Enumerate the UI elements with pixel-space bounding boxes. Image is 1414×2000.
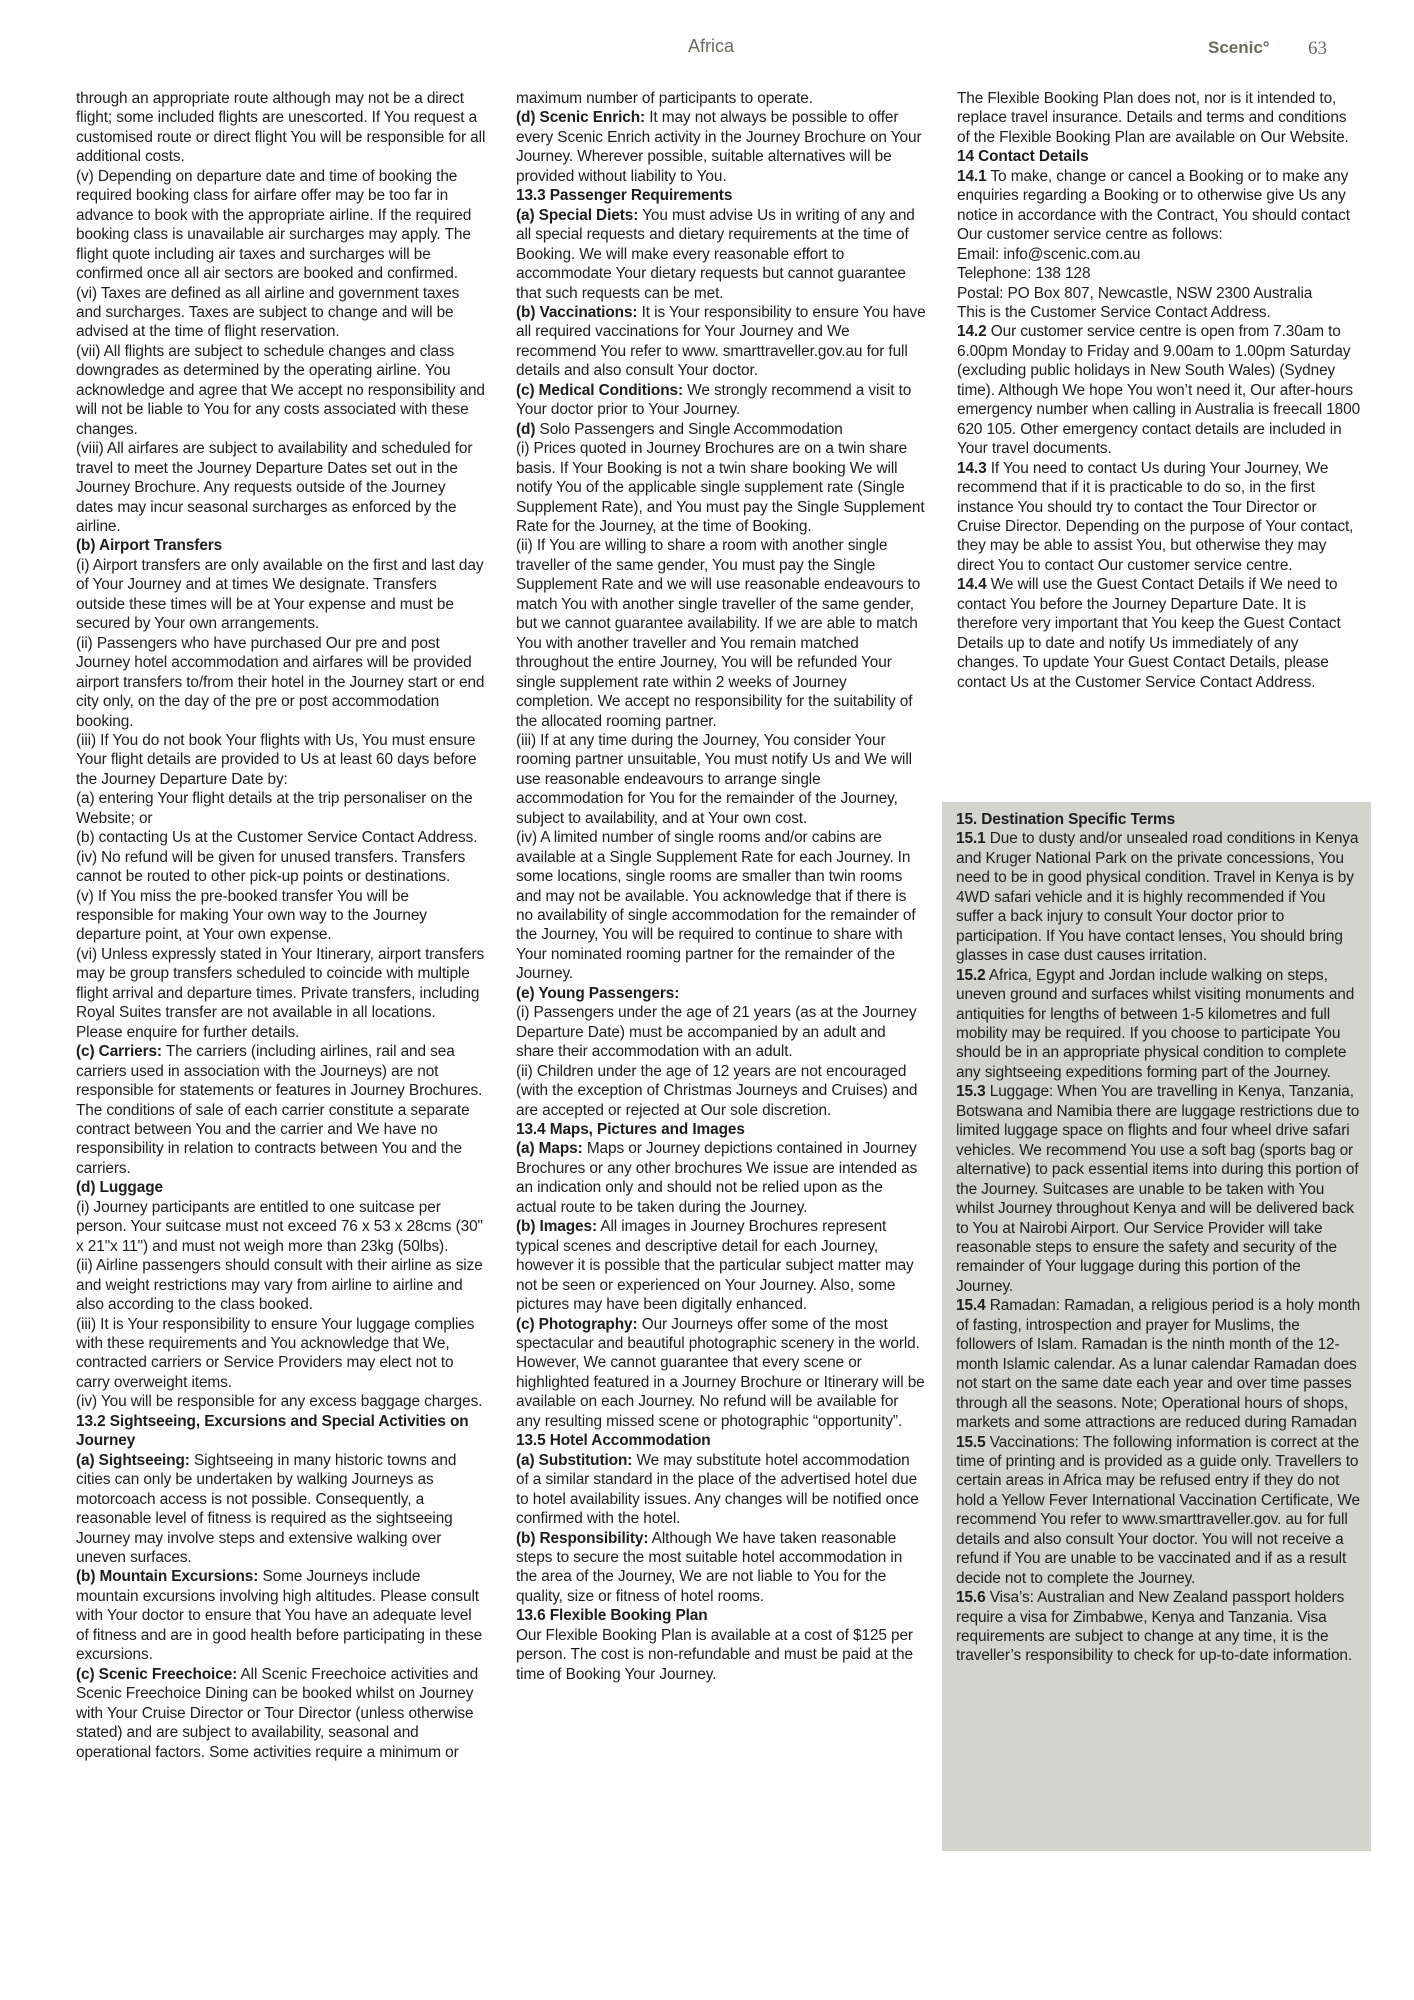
paragraph-lead: (c) Scenic Freechoice: [76, 1665, 238, 1683]
terms-paragraph [76, 284, 486, 342]
paragraph-lead: 15.4 [956, 1297, 986, 1315]
section-heading: 13.2 Sightseeing, Excursions and Special Activities on Journey [76, 1412, 469, 1450]
terms-paragraph [516, 420, 926, 439]
terms-paragraph [516, 108, 926, 186]
section-heading: (b) Airport Transfers [76, 537, 223, 555]
paragraph-text: The carriers (including airlines, rail and sea carriers used in association with the Journeys) are not responsible for statements or features in Journey Brochures. The conditions of sale of each carrier constitute a separate contract between You and the carrier and We have no responsibility in relation to contracts between You and the carriers. [76, 1043, 483, 1177]
terms-paragraph [76, 439, 486, 536]
paragraph-text: Luggage: When You are travelling in Kenya, Tanzania, Botswana and Namibia there are luggage restrictions due to limited luggage space on flights and four wheel drive safari vehicles. We recommend You use a soft bag (sports bag or alternative) to pack essential items into during this portion of the Journey. Suitcases are unable to be taken with You whilst Journey throughout Kenya and will be delivered back to You at Nairobi Airport. Our Service Provider will take reasonable steps to ensure the safety and security of the remainder of Your luggage during this portion of the Journey. [956, 1083, 1360, 1295]
paragraph-text: (viii) All airfares are subject to availability and scheduled for travel to meet the Journey Departure Dates set out in the Journey Brochure. Any requests outside of the Journey dates may incur seasonal surcharges as enforced by the airline. [76, 440, 473, 535]
terms-paragraph [76, 848, 486, 887]
terms-paragraph [516, 536, 926, 731]
terms-paragraph [516, 1431, 926, 1450]
terms-paragraph [76, 1178, 486, 1197]
paragraph-lead: (b) Responsibility: [516, 1529, 649, 1547]
paragraph-text: Solo Passengers and Single Accommodation [535, 420, 843, 438]
paragraph-text: (i) Prices quoted in Journey Brochures are on a twin share basis. If Your Booking is not a twin share booking We will notify You of the applicable single supplement rate (Single Supplement Rate), and You must pay the Single Supplement Rate for the Journey, at the time of Booking. [516, 440, 925, 535]
terms-paragraph [957, 245, 1362, 264]
terms-paragraph [516, 381, 926, 420]
section-heading: 15. Destination Specific Terms [956, 811, 1176, 828]
terms-paragraph [516, 206, 926, 303]
paragraph-text: (iii) If You do not book Your flights with Us, You must ensure Your flight details are provided to Us at least 60 days before the Journey Departure Date by: [76, 731, 477, 788]
terms-paragraph [956, 1433, 1361, 1589]
terms-paragraph [516, 1451, 926, 1529]
terms-paragraph [956, 1588, 1361, 1666]
section-heading: 13.4 Maps, Pictures and Images [516, 1121, 745, 1139]
paragraph-text: Although We have taken reasonable steps to secure the most suitable hotel accommodation in the area of the Journey, We are not liable to You for the quality, size or fitness of hotel rooms. [516, 1529, 903, 1605]
terms-paragraph [76, 945, 486, 1042]
paragraph-text: It is Your responsibility to ensure You have all required vaccinations for Your Journey and We recommend You refer to www. smarttraveller.gov.au for full details and also consult Your doctor. [516, 303, 926, 380]
terms-paragraph [76, 89, 486, 167]
paragraph-text: Vaccinations: The following information is correct at the time of printing and is provided as a guide only. Travellers to certain areas in Africa may be refused entry if they do not hold a Yellow Fever International Vaccination Certificate, We recommend You refer to www.smarttraveller.gov. au for full details and also consult Your doctor. You will not receive a refund if You are unable to be vaccinated and if as a result decide not to complete the Journey. [956, 1433, 1360, 1587]
terms-paragraph [516, 186, 926, 205]
terms-paragraph [76, 1198, 486, 1256]
paragraph-text: Email: info@scenic.com.au [957, 245, 1141, 263]
section-heading: 14 Contact Details [957, 148, 1089, 166]
terms-paragraph [76, 536, 486, 555]
paragraph-text: We will use the Guest Contact Details if We need to contact You before the Journey Departure Date. It is therefore very important that You keep the Guest Contact Details up to date and notify Us immediately of any changes. To update Your Guest Contact Details, please contact Us at the Customer Service Contact Address. [957, 576, 1341, 691]
paragraph-lead: 14.2 [957, 323, 987, 341]
paragraph-text: (ii) If You are willing to share a room with another single traveller of the same gender, You must pay the Single Supplement Rate and we will use reasonable endeavours to match You with another single traveller of the same gender, but we cannot guarantee availability. If we are able to match You with another traveller and You remain matched throughout the entire Journey, You will be refunded Your single supplement rate within 2 weeks of Journey completion. We accept no responsibility for the suitability of the allocated rooming partner. [516, 537, 921, 730]
terms-paragraph [76, 342, 486, 439]
terms-paragraph [516, 89, 926, 108]
terms-paragraph [76, 1665, 486, 1762]
paragraph-text: (vi) Taxes are defined as all airline and government taxes and surcharges. Taxes are subject to change and will be advised at the time of flight reservation. [76, 284, 460, 341]
terms-paragraph [76, 887, 486, 945]
terms-paragraph [516, 984, 926, 1003]
terms-paragraph [956, 810, 1361, 829]
paragraph-lead: 15.5 [956, 1433, 986, 1451]
terms-paragraph [957, 89, 1362, 147]
paragraph-text: (a) entering Your flight details at the trip personaliser on the Website; or [76, 790, 473, 827]
paragraph-text: You must advise Us in writing of any and all special requests and dietary requirements at the time of Booking. We will make every reasonable effort to accommodate Your dietary requests but cannot guarantee that such requests can be met. [516, 206, 915, 302]
paragraph-text: maximum number of participants to operate. [516, 90, 813, 107]
paragraph-lead: (b) Images: [516, 1218, 597, 1236]
terms-paragraph [76, 1567, 486, 1664]
terms-paragraph [516, 1003, 926, 1061]
terms-paragraph [516, 1120, 926, 1139]
terms-paragraph [76, 1315, 486, 1393]
terms-paragraph [516, 1606, 926, 1625]
paragraph-text: Some Journeys include mountain excursions involving high altitudes. Please consult with Your doctor to ensure that You have an adequate level of fitness and are in good health before participating in these excursions. [76, 1568, 483, 1664]
terms-paragraph [76, 167, 486, 284]
paragraph-text: Ramadan: Ramadan, a religious period is a holy month of fasting, introspection and prayer for Muslims, the followers of Islam. Ramadan is the ninth month of the 12-month Islamic calendar. As a lunar calendar Ramadan does not start on the same date each year and over time passes through all the seasons. Note; Operational hours of shops, markets and some attractions are reduced during Ramadan [956, 1297, 1361, 1432]
section-heading: (e) Young Passengers: [516, 984, 680, 1002]
paragraph-lead: (b) Mountain Excursions: [76, 1568, 259, 1586]
terms-paragraph [957, 167, 1362, 245]
terms-paragraph [516, 1062, 926, 1120]
running-header-section: Africa [688, 36, 735, 56]
paragraph-text: (vii) All flights are subject to schedule changes and class downgrades as determined by the operating airline. You acknowledge and agree that We accept no responsibility and will not be liable to You for any costs associated with these changes. [76, 342, 485, 438]
section-heading: 13.6 Flexible Booking Plan [516, 1607, 708, 1625]
paragraph-lead: 14.1 [957, 167, 987, 185]
paragraph-lead: (c) Medical Conditions: [516, 381, 683, 399]
terms-paragraph [516, 303, 926, 381]
terms-paragraph [516, 731, 926, 828]
terms-paragraph [76, 731, 486, 789]
terms-paragraph [957, 147, 1362, 166]
paragraph-text: All Scenic Freechoice activities and Scenic Freechoice Dining can be booked whilst on Journey with Your Cruise Director or Tour Director (unless otherwise stated) and are subject to availability, seasonal and operational factors. Some activities require a minimum or [76, 1665, 479, 1761]
terms-paragraph [956, 829, 1361, 965]
paragraph-lead: (d) [516, 420, 536, 438]
paragraph-lead: (c) Photography: [516, 1315, 638, 1333]
terms-paragraph [957, 322, 1362, 458]
terms-paragraph [516, 828, 926, 984]
paragraph-text: (ii) Children under the age of 12 years are not encouraged (with the exception of Christmas Journeys and Cruises) and are accepted or rejected at Our sole discretion. [516, 1062, 918, 1119]
terms-paragraph [76, 1042, 486, 1178]
paragraph-text: (iv) You will be responsible for any excess baggage charges. [76, 1393, 483, 1411]
section-heading: (d) Luggage [76, 1179, 163, 1197]
paragraph-text: If You need to contact Us during Your Journey, We recommend that if it is practicable to do so, in the first instance You should try to contact the Tour Director or Cruise Director. Depending on the purpose of Your contact, they may be able to assist You, but otherwise they may direct You to contact Our customer service centre. [957, 459, 1354, 574]
paragraph-text: (iv) No refund will be given for unused transfers. Transfers cannot be routed to other pick-up points or destinations. [76, 848, 466, 886]
paragraph-text: Postal: PO Box 807, Newcastle, NSW 2300 Australia [957, 284, 1313, 302]
section-heading: 13.3 Passenger Requirements [516, 187, 733, 205]
paragraph-lead: (a) Maps: [516, 1140, 583, 1158]
terms-paragraph [956, 1082, 1361, 1296]
terms-paragraph [957, 459, 1362, 576]
paragraph-text: All images in Journey Brochures represent typical scenes and descriptive detail for each Journey, however it is possible that the particular subject matter may not be seen or experienced on Your Journey. Also, some pictures may have been digitally enhanced. [516, 1218, 914, 1314]
paragraph-text: through an appropriate route although may not be a direct flight; some included flights are unescorted. If You request a customised route or direct flight You will be responsible for all additional costs. [76, 90, 486, 166]
terms-paragraph [76, 1451, 486, 1568]
paragraph-lead: 15.3 [956, 1083, 986, 1101]
terms-paragraph [957, 264, 1362, 283]
terms-paragraph [956, 1296, 1361, 1432]
paragraph-text: (v) If You miss the pre-booked transfer You will be responsible for making Your own way to the Journey departure point, at Your own expense. [76, 887, 427, 944]
paragraph-lead: (a) Substitution: [516, 1451, 633, 1469]
paragraph-lead: (b) Vaccinations: [516, 303, 638, 321]
terms-paragraph [516, 1529, 926, 1607]
section-heading: 13.5 Hotel Accommodation [516, 1432, 711, 1450]
paragraph-text: (i) Airport transfers are only available on the first and last day of Your Journey and at times We designate. Transfers outside these times will be at Your expense and must be secured by Your own arrangements. [76, 556, 484, 633]
paragraph-text: We strongly recommend a visit to Your doctor prior to Your Journey. [516, 381, 912, 419]
paragraph-text: (i) Passengers under the age of 21 years (as at the Journey Departure Date) must be accompanied by an adult and share their accommodation with an adult. [516, 1004, 917, 1061]
paragraph-text: (iv) A limited number of single rooms and/or cabins are available at a Single Supplement Rate for each Journey. In some locations, single rooms are smaller than twin rooms and may not be available. You acknowledge that if there is no availability of single accommodation for the remainder of the Journey, You will be required to continue to share with Your nominated rooming partner for the remainder of the Journey. [516, 829, 916, 983]
paragraph-text: Our customer service centre is open from 7.30am to 6.00pm Monday to Friday and 9.00am to 1.00pm Saturday (excluding public holidays in New South Wales) (Sydney time). Although We hope You won’t need it, Our after-hours emergency number when calling in Australia is freecall 1800 620 105. Other emergency contact details are included in Your travel documents. [957, 323, 1361, 458]
paragraph-text: Telephone: 138 128 [957, 265, 1091, 283]
paragraph-lead: (a) Sightseeing: [76, 1451, 190, 1469]
terms-paragraph [516, 1217, 926, 1314]
paragraph-text: (v) Depending on departure date and time of booking the required booking class for airfare offer may be too far in advance to book with the appropriate airline. If the required booking class is unavailable air surcharges may apply. The flight quote including air taxes and surcharges will be confirmed once all air sectors are booked and confirmed. [76, 167, 472, 283]
terms-paragraph [957, 303, 1362, 322]
paragraph-lead: 14.4 [957, 576, 987, 594]
terms-paragraph [516, 439, 926, 536]
terms-paragraph [76, 828, 486, 847]
terms-paragraph [76, 1256, 486, 1314]
paragraph-lead: (c) Carriers: [76, 1043, 162, 1061]
brand-logo-text: Scenic° [1208, 38, 1270, 57]
terms-column-1 [76, 89, 486, 1762]
terms-paragraph [516, 1315, 926, 1432]
paragraph-text: (iii) If at any time during the Journey, You consider Your rooming partner unsuitable, You must notify Us and We will use reasonable endeavours to arrange single accommodation for You for the remainder of the Journey, subject to availability, and at Your own cost. [516, 731, 912, 827]
destination-terms-column [956, 810, 1361, 1666]
terms-column-2 [516, 89, 926, 1684]
paragraph-text: Due to dusty and/or unsealed road conditions in Kenya and Kruger National Park on the private concessions, You need to be in good physical condition. Travel in Kenya is by 4WD safari vehicle and it is highly recommended if You suffer a back injury to consult Your doctor prior to participation. If You have contact lenses, You should bring glasses in case dust causes irritation. [956, 830, 1359, 965]
paragraph-lead: 14.3 [957, 459, 987, 477]
paragraph-text: It may not always be possible to offer every Scenic Enrich activity in the Journey Brochure on Your Journey. Wherever possible, suitable alternatives will be provided without liability to You. [516, 109, 922, 185]
terms-column-3 [957, 89, 1362, 692]
paragraph-text: (b) contacting Us at the Customer Service Contact Address. [76, 829, 478, 847]
terms-paragraph [76, 1412, 486, 1451]
page-number: 63 [1308, 38, 1327, 59]
paragraph-lead: 15.1 [956, 830, 986, 848]
terms-paragraph [957, 575, 1362, 692]
paragraph-text: Our Journeys offer some of the most spectacular and beautiful photographic scenery in the world. However, We cannot guarantee that every scene or highlighted featured in a Journey Brochure or Itinerary will be available on each Journey. No refund will be available for any resulting missed scene or photographic “opportunity”. [516, 1315, 925, 1430]
terms-paragraph [516, 1626, 926, 1684]
paragraph-text: We may substitute hotel accommodation of a similar standard in the place of the advertised hotel due to hotel availability issues. Any changes will be notified once confirmed with the hotel. [516, 1451, 919, 1528]
paragraph-text: (ii) Passengers who have purchased Our pre and post Journey hotel accommodation and airfares will be provided airport transfers to/from their hotel in the Journey start or end city only, on the day of the pre or post accommodation booking. [76, 634, 485, 730]
terms-paragraph [76, 556, 486, 634]
paragraph-text: (ii) Airline passengers should consult with their airline as size and weight restrictions may vary from airline to airline and also according to the class booked. [76, 1257, 483, 1314]
terms-paragraph [956, 966, 1361, 1083]
terms-paragraph [76, 1392, 486, 1411]
paragraph-text: Africa, Egypt and Jordan include walking on steps, uneven ground and surfaces whilst visiting monuments and antiquities for lengths of between 1-5 kilometres and full mobility may be required. If you choose to participate You should be in an appropriate physical condition to complete any sightseeing expeditions forming part of the Journey. [956, 966, 1355, 1081]
terms-paragraph [76, 789, 486, 828]
paragraph-text: This is the Customer Service Contact Address. [957, 303, 1271, 321]
paragraph-text: The Flexible Booking Plan does not, nor is it intended to, replace travel insurance. Details and terms and conditions of the Flexible Booking Plan are available on Our Website. [957, 90, 1349, 146]
paragraph-text: Visa’s: Australian and New Zealand passport holders require a visa for Zimbabwe, Kenya and Tanzania. Visa requirements are subject to change at any time, it is the traveller’s responsibility to check for up-to-date information. [956, 1589, 1353, 1665]
paragraph-text: (vi) Unless expressly stated in Your Itinerary, airport transfers may be group transfers scheduled to coincide with multiple flight arrival and departure times. Private transfers, including Royal Suites transfer are not available in all locations. Please enquire for further details. [76, 945, 485, 1041]
paragraph-text: (i) Journey participants are entitled to one suitcase per person. Your suitcase must not exceed 76 x 53 x 28cms (30" x 21"x 11") and must not weigh more than 23kg (50lbs). [76, 1198, 483, 1255]
paragraph-lead: 15.2 [956, 966, 986, 984]
paragraph-lead: (a) Special Diets: [516, 206, 639, 224]
terms-paragraph [957, 284, 1362, 303]
paragraph-text: (iii) It is Your responsibility to ensure Your luggage complies with these requirements and You acknowledge that We, contracted carriers or Service Providers may elect not to carry overweight items. [76, 1315, 475, 1391]
paragraph-text: Maps or Journey depictions contained in Journey Brochures or any other brochures We issue are intended as an indication only and should not be relied upon as the actual route to be taken during the Journey. [516, 1140, 918, 1216]
paragraph-text: To make, change or cancel a Booking or to make any enquiries regarding a Booking or to otherwise give Us any notice in accordance with the Contract, You should contact Our customer service centre as follows: [957, 167, 1350, 244]
paragraph-lead: (d) Scenic Enrich: [516, 109, 646, 127]
paragraph-text: Sightseeing in many historic towns and cities can only be undertaken by walking Journeys as motorcoach access is not possible. Consequently, a reasonable level of fitness is required as the sightseeing Journey may involve steps and extensive walking over uneven surfaces. [76, 1451, 457, 1566]
paragraph-lead: 15.6 [956, 1589, 986, 1607]
paragraph-text: Our Flexible Booking Plan is available at a cost of $125 per person. The cost is non-refundable and must be paid at the time of Booking Your Journey. [516, 1626, 913, 1683]
terms-paragraph [76, 634, 486, 731]
terms-paragraph [516, 1139, 926, 1217]
